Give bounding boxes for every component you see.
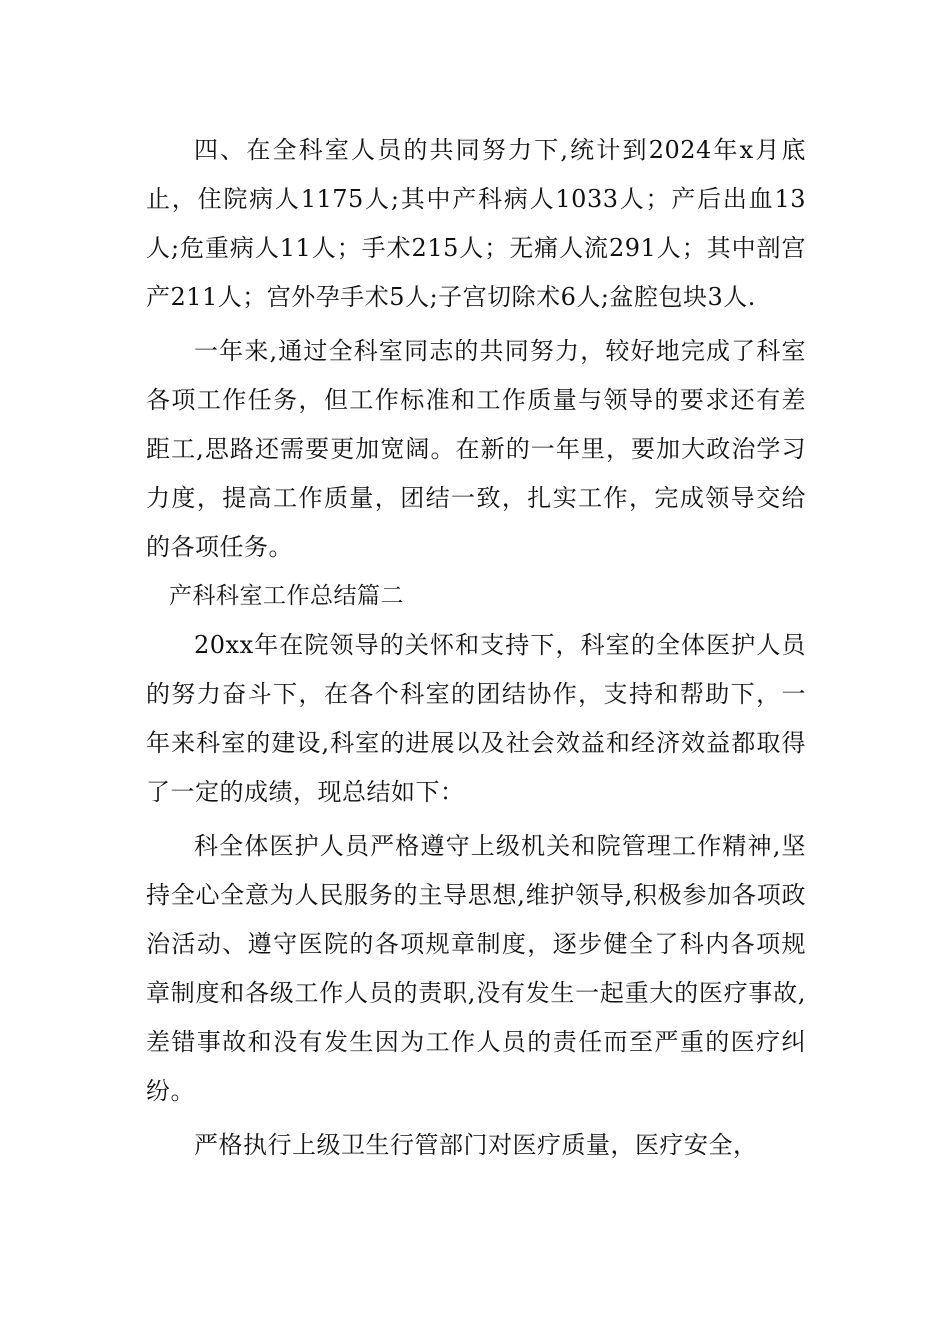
section-heading: 产科科室工作总结篇二 xyxy=(169,583,404,609)
document-body xyxy=(146,126,806,1170)
paragraph-quality: 严格执行上级卫生行管部门对医疗质量，医疗安全， xyxy=(194,1131,758,1159)
paragraph-year-summary: 一年来,通过全科室同志的共同努力，较好地完成了科室各项工作任务，但工作标准和工作质量与领导的要求还有差距工,思路还需要更加宽阔。在新的一年里，要加大政治学习力度，提高工作质量，团结一致，扎实工作，完成领导交给的各项任务。 xyxy=(146,337,806,561)
paragraph-intro: 20xx年在院领导的关怀和支持下，科室的全体医护人员的努力奋斗下，在各个科室的团结协作，支持和帮助下，一年来科室的建设,科室的进展以及社会效益和经济效益都取得了一定的成绩，现总结如下： xyxy=(146,631,806,806)
paragraph-discipline: 科全体医护人员严格遵守上级机关和院管理工作精神,坚持全心全意为人民服务的主导思想,维护领导,积极参加各项政治活动、遵守医院的各项规章制度，逐步健全了科内各项规章制度和各级工作人员的责职,没有发生一起重大的医疗事故,差错事故和没有发生因为工作人员的责任而至严重的医疗纠纷。 xyxy=(146,832,806,1105)
paragraph-statistics: 四、在全科室人员的共同努力下,统计到2024年x月底止，住院病人1175人;其中产科病人1033人；产后出血13人;危重病人11人；手术215人；无痛人流291人；其中剖宫产211人；宫外孕手术5人;子宫切除术6人;盆腔包块3人. xyxy=(146,136,806,311)
